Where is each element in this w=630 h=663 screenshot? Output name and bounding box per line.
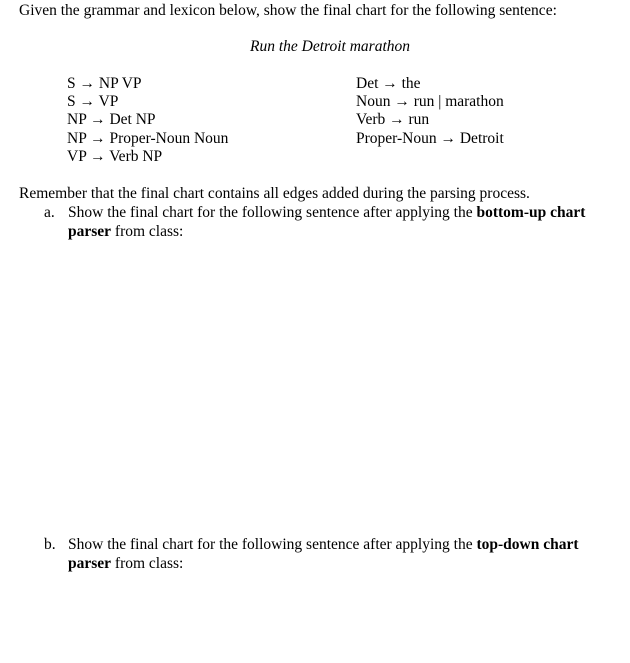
- lexicon-rule: Noun → run | marathon: [356, 93, 504, 111]
- example-sentence: Run the Detroit marathon: [249, 38, 410, 55]
- question-a: [44, 203, 624, 241]
- question-a-bold: bottom-up chart parser: [68, 204, 586, 240]
- grammar-rule: S → NP VP: [67, 75, 142, 92]
- grammar-rules: [67, 75, 228, 166]
- remember-note: Remember that the final chart contains all edges added during the parsing process.: [19, 185, 530, 202]
- lexicon-rule: Proper-Noun → Detroit: [356, 129, 504, 147]
- lexicon-rule: Verb → run: [356, 111, 430, 129]
- grammar-rule: NP → Proper-Noun Noun: [67, 129, 229, 147]
- question-b: [44, 535, 624, 573]
- grammar-rule: NP → Det NP: [67, 111, 156, 129]
- question-a-text: [68, 203, 624, 241]
- question-a-text-before: Show the final chart for the following sentence after applying the: [68, 204, 477, 221]
- intro-text: Given the grammar and lexicon below, show the final chart for the following sentence:: [19, 2, 557, 19]
- lexicon-rules: [356, 75, 504, 148]
- grammar-rule: S → VP: [67, 93, 119, 111]
- question-b-text: [68, 535, 624, 573]
- question-b-bold: top-down chart parser: [68, 536, 579, 572]
- question-b-letter: b.: [44, 536, 56, 553]
- question-a-letter: a.: [44, 204, 55, 221]
- lexicon-rule: Det → the: [356, 75, 421, 92]
- question-b-text-before: Show the final chart for the following sentence after applying the: [68, 536, 477, 553]
- grammar-rule: VP → Verb NP: [67, 147, 163, 165]
- question-b-text-after: from class:: [111, 555, 184, 572]
- question-a-text-after: from class:: [111, 223, 184, 240]
